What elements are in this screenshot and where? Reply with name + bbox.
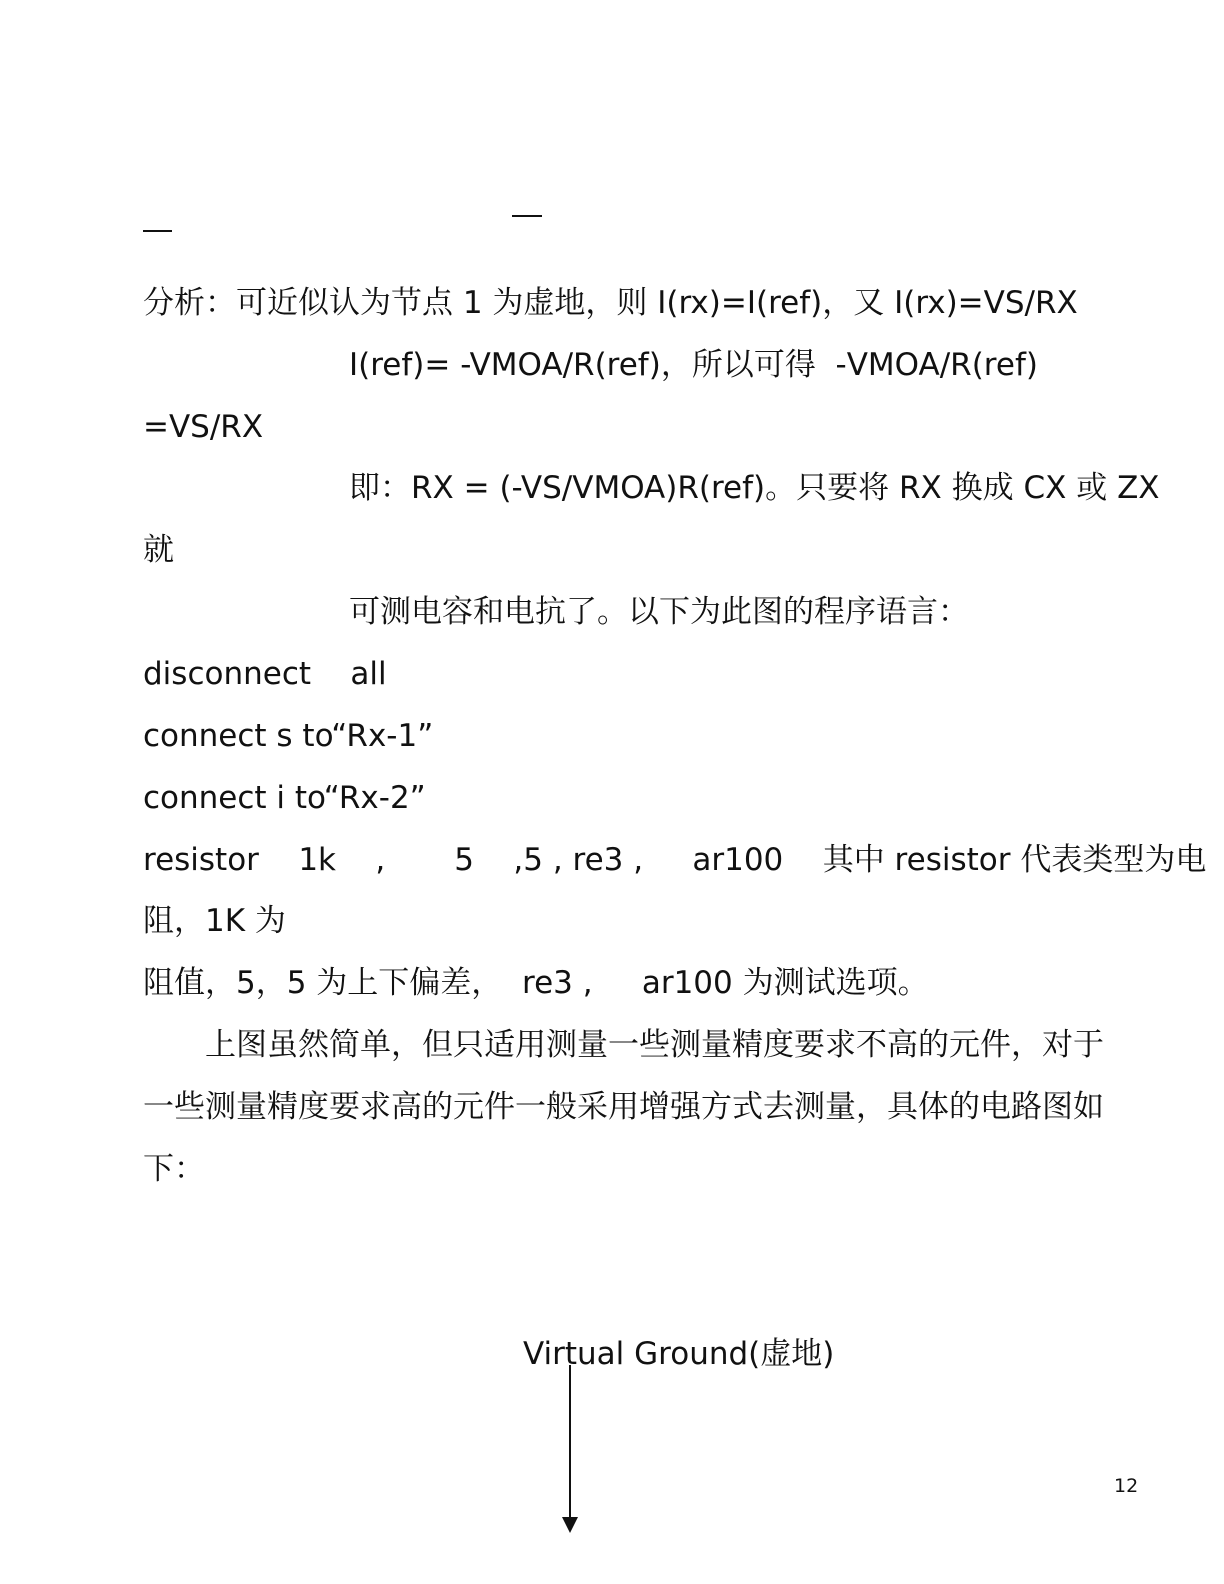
- underline-mark-left: [143, 230, 172, 232]
- analysis-line-3: =VS/RX: [143, 409, 264, 445]
- underline-mark-right: [512, 215, 542, 217]
- code-line-resistor-desc: 阻值，5，5 为上下偏差， re3 , ar100 为测试选项。: [143, 965, 929, 1001]
- paragraph-line-3: 下：: [143, 1151, 205, 1187]
- paragraph-line-1: 上图虽然简单，但只适用测量一些测量精度要求不高的元件，对于: [205, 1027, 1104, 1063]
- code-line-resistor: resistor 1k , 5 ,5 , re3 , ar100 其中 resistor 代表类型为电: [143, 842, 1207, 878]
- code-line-disconnect: disconnect all: [143, 656, 387, 692]
- analysis-line-1: 分析：可近似认为节点 1 为虚地，则 I(rx)=I(ref)，又 I(rx)=VS/RX: [143, 285, 1078, 321]
- paragraph-line-2: 一些测量精度要求高的元件一般采用增强方式去测量，具体的电路图如: [143, 1089, 1104, 1125]
- analysis-line-2: I(ref)= -VMOA/R(ref)，所以可得 -VMOA/R(ref): [349, 347, 1038, 383]
- code-line-resistor-cont: 阻，1K 为: [143, 903, 286, 939]
- analysis-line-5: 就: [143, 532, 174, 568]
- page-number: 12: [1114, 1475, 1139, 1497]
- analysis-line-6: 可测电容和电抗了。以下为此图的程序语言：: [349, 594, 969, 630]
- virtual-ground-label: Virtual Ground(虚地): [523, 1336, 835, 1372]
- virtual-ground-arrow: [555, 1365, 585, 1535]
- code-line-connect-s: connect s to“Rx-1”: [143, 718, 434, 754]
- code-line-connect-i: connect i to“Rx-2”: [143, 780, 426, 816]
- analysis-line-4: 即：RX = (-VS/VMOA)R(ref)。只要将 RX 换成 CX 或 ZX: [349, 470, 1160, 506]
